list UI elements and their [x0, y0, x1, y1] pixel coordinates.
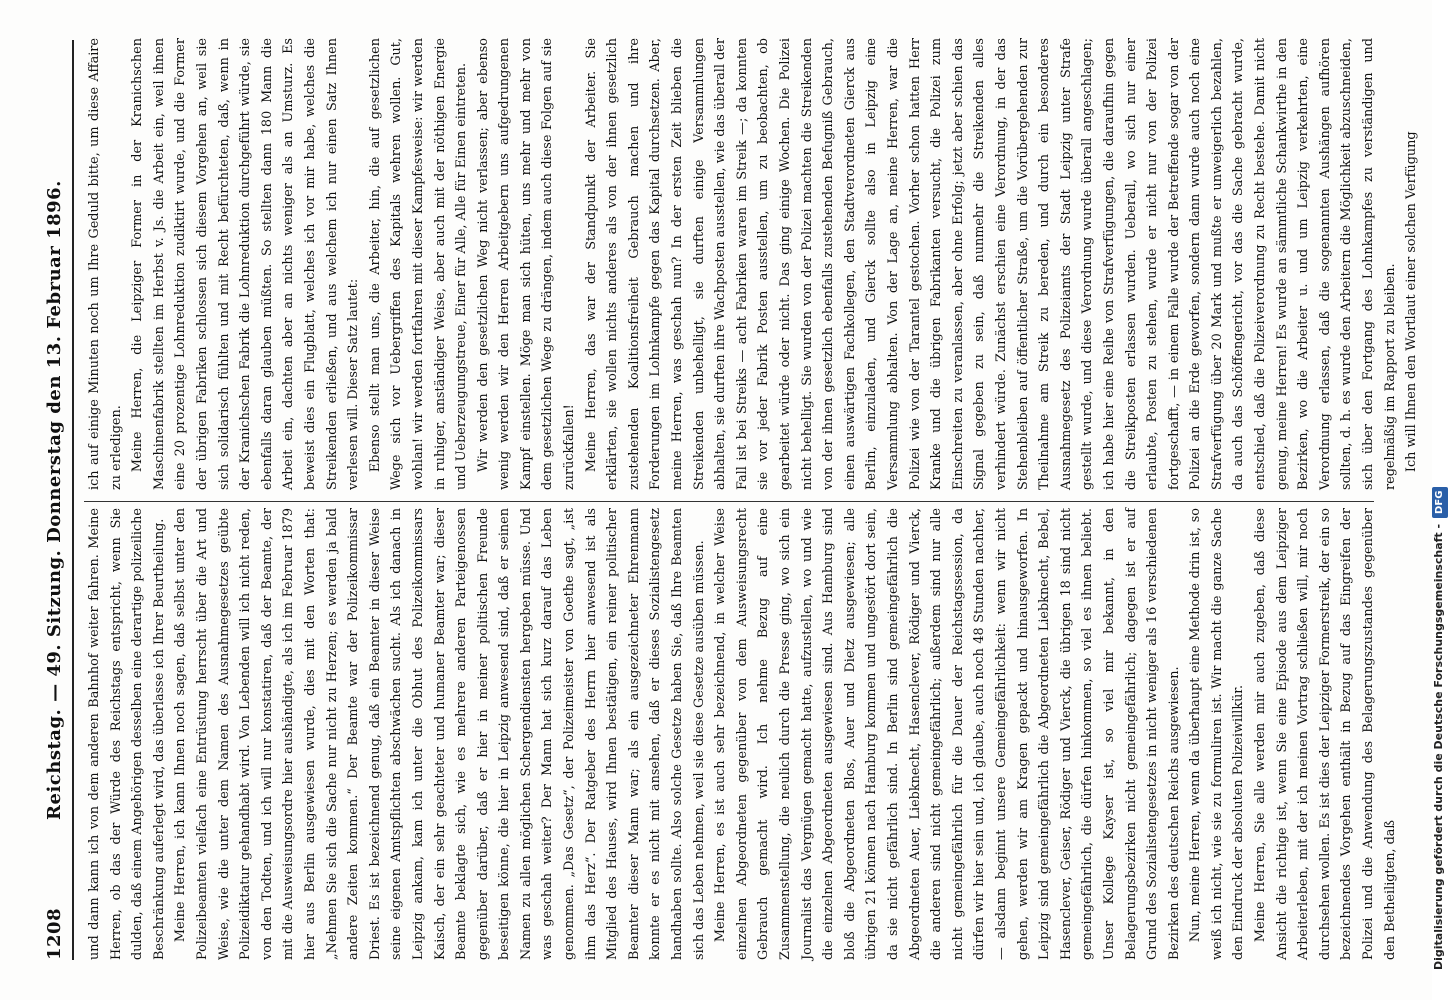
- funding-strip: [1404, 20, 1445, 980]
- paragraph: Ich will Ihnen den Wortlaut einer solchen Verfügung: [1404, 131, 1420, 473]
- right-column: [84, 38, 1420, 490]
- paragraph: Nun, meine Herren, wenn da überhaupt eine Methode drin ist, so weiß ich nicht, wie sie zu formuliren ist. Wir macht die ganze Sache den Eindruck der absoluten Polizeiwillkür.: [1188, 508, 1247, 960]
- quoted-paragraph: Wir werden den gesetzlichen Weg nicht verlassen; aber ebenso wenig werden wir den Herren Arbeitgebern uns aufgedrungenen Kampf einstellen. Möge man sich hüten, uns mehr und mehr von dem gesetzlichen Wege zu drängen, indem auch diese Folgen auf sie zurückfallen!: [475, 38, 578, 490]
- funding-text: Digitalisierung gefördert durch die Deutsche Forschungsgemeinschaft -: [1432, 523, 1445, 970]
- page-header: [40, 40, 70, 960]
- paragraph: Meine Herren, es ist auch sehr bezeichnend, in welcher Weise einzelnen Abgeordneten gegenüber von dem Ausweisungsrecht Gebrauch gemacht wird. Ich nehme Bezug auf eine Zusammenstellung, die neulich durch die Presse ging, wo sich ein Journalist das Vergnügen gemacht hatte, aufzustellen, wo und wie die einzelnen Abgeordneten ausgewiesen sind. Aus Hamburg sind bloß die Abgeordneten Blos, Auer und Dietz ausgewiesen; alle übrigen 21 können nach Hamburg kommen und ungestört dort sein, da sie nicht gefährlich sind. In Berlin sind gemeingefährlich die Abgeordneten Auer, Liebknecht, Hasenclever, Rödiger und Vierck, die anderen sind nicht gemeingefährlich; außerdem sind nur alle nicht gemeingefährlich für die Dauer der Reichstagssession, da dürfen wir hier sein und, ich glaube, auch noch 48 Stunden nachher, — alsdann beginnt unsere Gemeingefährlichkeit: wenn wir nicht gehen, werden wir am Kragen gepackt und hinausgeworfen. In Leipzig sind gemeingefährlich die Abgeordneten Liebknecht, Bebel, Hasenclever, Geiser, Rödiger und Vierck, die übrigen 18 sind nicht gemeingefährlich, die dürfen hinkommen, so viel es ihnen beliebt. Unser Kollege Kayser ist, so viel mir bekannt, in den Belagerungsbezirken nicht gemeingefährlich; dagegen ist er auf Grund des Sozialistengesetzes in nicht weniger als 16 verschiedenen Bezirken des deutschen Reichs ausgewiesen.: [713, 508, 1182, 960]
- header-rule: [72, 40, 74, 960]
- running-title: Reichstag. — 49. Sitzung. Donnerstag den 13. Februar 1896.: [44, 180, 65, 820]
- page-number: 1208: [44, 907, 65, 960]
- paragraph: und dann kann ich von dem anderen Bahnhof weiter fahren. Meine Herren, ob das der Würde des Reichstags entspricht, wenn Sie dulden, daß einem Angehörigen desselben eine derartige polizeiliche Beschränkung auferlegt wird, das überlasse ich Ihrer Beurtheilung.: [87, 508, 167, 960]
- column-divider: [84, 501, 1374, 502]
- quoted-paragraph: Ebenso stellt man uns, die Arbeiter, hin, die auf gesetzlichen Wege sich vor Uebergriffen des Kapitals wehren wollen. Gut, wohlan! wir werden fortfahren mit dieser Kampfesweise: wir werden in ruhiger, anständiger Weise, aber auch mit der nöthigen Energie und Ueberzeugungstreue, Einer für Alle, Alle für Einen eintreten.: [367, 38, 470, 490]
- dfg-logo: DFG: [1432, 487, 1448, 518]
- paragraph: Meine Herren, die Leipziger Former in der Kranichschen Maschinenfabrik stellten im Herbst v. Js. die Arbeit ein, weil ihnen eine 20 prozentige Lohnreduktion zudiktirt wurde, und die Former der übrigen Fabriken schlossen sich diesem Vorgehen an, weil sie sich solidarisch fühlten und mit Recht befürchteten, daß, wenn in der Kranichschen Fabrik die Lohnreduktion durchgeführt würde, sie ebenfalls daran glauben müßten. So stellten dann 180 Mann die Arbeit ein, dachten aber an nichts weniger als an Umsturz. Es beweist dies ein Flugblatt, welches ich vor mir habe, welches die Streikenden erließen, und aus welchem ich nur einen Satz Ihnen verlesen will. Dieser Satz lautet:: [130, 38, 362, 490]
- left-column: [84, 508, 1398, 960]
- paragraph: Meine Herren, Sie alle werden mir auch zugeben, daß diese Ansicht die richtige ist, wenn Sie eine Episode aus dem Leipziger Arbeiterleben, mit der ich meinen Vortrag schließen will, mir noch durchsehen wollen. Es ist dies der Leipziger Formerstreik, der ein so bezeichnendes Vorgehen enthält in Bezug auf das Eingreifen der Polizei und die Anwendung des Belagerungszustandes gegenüber den Betheiligten, daß: [1253, 508, 1398, 960]
- paragraph: Meine Herren, das war der Standpunkt der Arbeiter. Sie erklärten, sie wollen nichts anderes als von der ihnen gesetzlich zustehenden Koalitionsfreiheit Gebrauch machen und ihre Forderungen im Lohnkampfe gegen das Kapital durchsetzen. Aber, meine Herren, was geschah nun? In der ersten Zeit blieben die Streikenden unbehelligt, sie durften einige Versammlungen abhalten, sie durften ihre Wachposten ausstellen, wie das überall der Fall ist bei Streiks — acht Fabriken waren im Streik —; da konnten sie vor jeder Fabrik Posten ausstellen, um zu beobachten, ob gearbeitet würde oder nicht. Das ging einige Wochen. Die Polizei nicht behelligt. Sie wurden von der Polizei machten die Streikenden von der ihnen gesetzlich ebenfalls zustehenden Befugniß Gebrauch, einen auswärtigen Fachkollegen, den Stadtverordneten Gierck aus Berlin, einzuladen, und Gierck sollte also in Leipzig eine Versammlung abhalten. Von der Lage an, meine Herren, war die Polizei wie von der Tarantel gestochen. Vorher schon hatten Herr Kranke und die übrigen Fabrikanten versucht, die Polizei zum Einschreiten zu veranlassen, aber ohne Erfolg; jetzt aber schien das Signal gegeben zu sein, daß nunmehr die Streikenden alles verhindert würde. Zunächst erschien eine Verordnung, in der das Stehenbleiben auf öffentlicher Straße, um die Vorübergehenden zur Theilnahme am Streik zu bereden, und durch ein besonderes Ausnahmegesetz des Polizeiamts der Stadt Leipzig unter Strafe gestellt wurde, und diese Verordnung wurde überall angeschlagen; ich habe hier eine Reihe von Strafverfügungen, die daraufhin gegen die Streikposten erlassen wurden. Ueberall, wo sich nur einer erlaubte, Posten zu stehen, wurde er nicht nur von der Polizei fortgeschafft, — in einem Falle wurde der Betreffende sogar von der Polizei an die Erde geworfen, sondern dann wurde auch noch eine Strafverfügung über 20 Mark und mußte er unweigerlich bezahlen, da auch das Schöffengericht, vor das die Sache gebracht wurde, entschied, daß die Polizeiverordnung zu Recht bestehe. Damit nicht genug, meine Herren! Es wurde an sämmtliche Schankwirthe in den Bezirken, wo die Arbeiter u. und um Leipzig verkehrten, eine Verordnung erlassen, daß die sogenannten Aushängen aufhören sollten, d. h. es wurde den Arbeitern die Möglichkeit abzuschneiden, sich über den Fortgang des Lohnkampfes zu verständigen und regelmäßig im Rapport zu bleiben.: [583, 38, 1398, 490]
- funding-note: [1428, 30, 1450, 970]
- paragraph: ich auf einige Minuten noch um Ihre Geduld bitte, um diese Affaire zu erledigen.: [87, 38, 124, 490]
- paragraph: Meine Herren, ich kann Ihnen noch sagen, daß selbst unter den Polizeibeamten vielfach eine Entrüstung herrscht über die Art und Weise, wie die unter dem Namen des Ausnahmegesetzes geübte Polizeidiktatur gehandhabt wird. Von Lebenden will ich nicht reden, von den Todten, und ich will nur konstatiren, daß der Beamte, der mit die Ausweisungsordre hier aushändigte, als ich im Februar 1879 hier aus Berlin ausgewiesen wurde, dies mit den Worten that: „Nehmen Sie sich die Sache nur nicht zu Herzen; es werden ja bald andere Zeiten kommen.“ Der Beamte war der Polizeikommissar Driest. Es ist bezeichnend genug, daß ein Beamter in dieser Weise seine eigenen Amtspflichten abschwächen sucht. Als ich danach in Leipzig ankam, kam ich unter die Obhut des Polizeikommissars Kaisch, der ein sehr geachteter und humaner Beamter war; dieser Beamte beklagte sich, wie es mehrere anderen Parteigenossen gegenüber darüber, daß er hier in meiner politischen Freunde beseitigen könne, die hier in Leipzig anwesend sind, daß er seinen Namen zu allen möglichen Schergendiensten hergeben müsse. Und was geschah weiter? Der Mann hat sich kurz darauf das Leben genommen. „Das Gesetz“, der Polizeimeister von Goethe sagt, „ist ihm das Herz“. Der Ratgeber des Herrn hier anwesend ist als Mitglied des Hauses, wird Ihnen bestätigen, ein reiner politischer Beamter dieser Mann war; als ein ausgezeichneter Ehrenmann konnte er es nicht mit ansehen, daß er dieses Sozialistengesetz handhaben sollte. Also solche Gesetze haben Sie, daß Ihre Beamten sich das Leben nehmen, weil sie diese Gesetze ausüben müssen.: [173, 508, 707, 960]
